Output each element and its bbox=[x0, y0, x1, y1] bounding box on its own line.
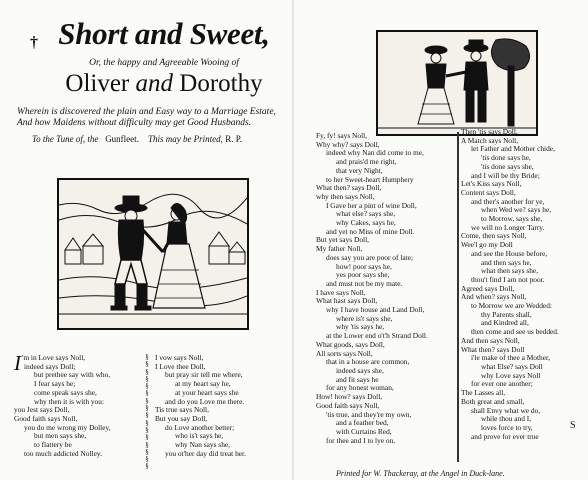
verse-line: to Morrow we are Wedded: bbox=[471, 301, 552, 311]
verse-line: Good faith says Noll, bbox=[316, 400, 380, 410]
verse-line: how! poor says he, bbox=[336, 261, 392, 271]
verse-line: The Lasses all, bbox=[461, 388, 506, 398]
verse-line: you Jest says Doll, bbox=[14, 405, 70, 415]
verse-line: I Gave her a pint of wine Doll, bbox=[326, 200, 417, 210]
tune-line bbox=[32, 134, 282, 144]
verse-line: Both great and small, bbox=[461, 396, 525, 406]
verse-line: Why why? says Doll, bbox=[316, 139, 380, 149]
verse-line: at my heart say he, bbox=[175, 379, 231, 389]
verse-line: Let's Kiss says Noll, bbox=[461, 179, 522, 189]
woodcut-couple-image bbox=[57, 178, 249, 330]
verse-line: and prove for ever true bbox=[471, 431, 539, 441]
verse-line: 'tis true, and they're my own, bbox=[326, 409, 412, 419]
verse-line: does say you are poor of late; bbox=[326, 252, 414, 262]
verse-line: come speak says she, bbox=[34, 387, 97, 397]
intro-line-2: And how Maidens without difficulty may get Good Husbands. bbox=[17, 118, 252, 128]
verse-column-d bbox=[461, 128, 585, 441]
verse-line: we will no Longer Tarry. bbox=[471, 222, 545, 232]
intro-line-1: Wherein is discovered the plain and Easy way to a Marriage Estate, bbox=[17, 107, 276, 117]
column-divider-rule bbox=[457, 132, 459, 462]
verse-line: then come and see us bedded. bbox=[471, 327, 559, 337]
verse-line: while thou and I, bbox=[481, 414, 532, 424]
verse-line: Come, then says Noll, bbox=[461, 231, 527, 241]
verse-line: thy Parents shall, bbox=[481, 309, 532, 319]
verse-line: at the Lower end o't'h Strand Doll. bbox=[326, 331, 428, 341]
verse-line: and ther's another for ye, bbox=[471, 196, 545, 206]
verse-line: Fy, fy! says Noll, bbox=[316, 131, 368, 140]
verse-line: why Love says Noll bbox=[481, 370, 541, 380]
verse-line: to Morrow, says she, bbox=[481, 214, 543, 224]
verse-line: where is't says she, bbox=[336, 313, 393, 323]
verse-line: and fit says he bbox=[336, 374, 379, 384]
ballad-subtitle: Or, the happy and Agreeable Wooing of bbox=[89, 58, 239, 68]
verse-line: and a feather bed, bbox=[336, 418, 389, 428]
ballad-title: Short and Sweet, bbox=[58, 16, 270, 51]
printer-imprint: Printed for W. Thackeray, at the Angel in Duck-lane. bbox=[336, 469, 505, 478]
verse-line: thou't find I am not poor. bbox=[471, 274, 545, 284]
verse-line: what Else? says Doll bbox=[481, 361, 543, 371]
verse-line: that very Night, bbox=[336, 165, 383, 175]
verse-line: for ever one another; bbox=[471, 379, 533, 389]
verse-line: and I will be thy Bride; bbox=[471, 170, 540, 180]
verse-line: Wee'l go my Doll bbox=[461, 240, 513, 250]
verse-line: why then says Noll, bbox=[316, 191, 375, 201]
verse-line: why 'tis says he, bbox=[336, 322, 385, 332]
verse-line: But yet says Doll, bbox=[316, 235, 369, 245]
verse-line: too much addicted Nolley. bbox=[24, 448, 102, 458]
verse-line: why then it is with you: bbox=[34, 396, 105, 406]
verse-line: indeed says Doll; bbox=[24, 361, 76, 371]
tune-prefix: To the Tune of, the bbox=[32, 134, 99, 144]
verse-line: Agreed says Doll, bbox=[461, 283, 515, 293]
verse-line: Good faith says Noll, bbox=[14, 413, 78, 423]
verse-line: but men says she, bbox=[34, 431, 87, 441]
verse-line: I fear says he; bbox=[34, 379, 76, 389]
verse-line: why Nan says she, bbox=[175, 440, 231, 450]
verse-line: and must not be my mate. bbox=[326, 278, 403, 288]
page-mark: S bbox=[570, 420, 576, 431]
verse-line: How! how? says Doll, bbox=[316, 392, 383, 402]
verse-line: And then says Noll, bbox=[461, 335, 520, 345]
verse-line: what else? says she, bbox=[336, 209, 396, 219]
verse-line: you do me wrong my Dolley, bbox=[24, 422, 111, 432]
verse-line: with Curtains Red, bbox=[336, 426, 392, 436]
verse-line: who is't says he, bbox=[175, 431, 224, 441]
woodcut-tree-art bbox=[378, 32, 536, 134]
drop-cap: I bbox=[14, 351, 21, 375]
verse-line: but pray sir tell me where, bbox=[165, 370, 243, 380]
verse-line: at your heart says she bbox=[175, 387, 239, 397]
verse-line: What then? says Doll bbox=[461, 344, 525, 354]
column-divider-ornament: § § § § § § § § § § § § § § § § bbox=[145, 354, 149, 471]
page-gutter bbox=[292, 0, 294, 480]
verse-line: What hast says Doll, bbox=[316, 296, 378, 306]
verse-line: and yet no Miss of mine Doll. bbox=[326, 226, 415, 236]
verse-line: what then says she, bbox=[481, 266, 539, 276]
verse-line: indeed why Nan did come to me, bbox=[326, 148, 424, 158]
verse-line: Tis true says Noll, bbox=[155, 405, 209, 415]
verse-line: do Love another better; bbox=[165, 422, 235, 432]
verse-line: let Father and Mother chide, bbox=[471, 144, 555, 154]
licensor: R. P. bbox=[225, 134, 242, 144]
verse-line: yes poor says she, bbox=[336, 270, 390, 280]
verse-line: 'tis done says he, bbox=[481, 153, 531, 163]
verse-line: But you say Doll, bbox=[155, 413, 208, 423]
intro-text bbox=[17, 107, 277, 129]
cross-mark: † bbox=[30, 34, 38, 51]
verse-line: to flattery be bbox=[34, 440, 72, 450]
verse-line: And when? says Noll, bbox=[461, 292, 527, 302]
verse-line: and then says he, bbox=[481, 257, 532, 267]
name-oliver: Oliver bbox=[65, 70, 130, 97]
verse-line: why I have house and Land Doll, bbox=[326, 305, 425, 315]
verse-line: 'tis done says she, bbox=[481, 161, 534, 171]
woodcut-couple-tree-image bbox=[376, 30, 538, 136]
verse-line: when Wed we? says he, bbox=[481, 205, 552, 215]
verse-column-a bbox=[14, 351, 144, 458]
verse-line: and see the House before, bbox=[471, 248, 548, 258]
verse-line: I vow says Noll, bbox=[155, 353, 204, 362]
verse-line: you ot'her day did treat her. bbox=[165, 448, 246, 458]
verse-line: and do you Love me there. bbox=[165, 396, 245, 406]
verse-line: I Love thee Doll, bbox=[155, 361, 206, 371]
verse-line: to her Sweet-heart Humphery bbox=[326, 174, 414, 184]
verse-line: for any honest woman, bbox=[326, 383, 394, 393]
verse-line: 'm in Love says Noll, bbox=[22, 353, 86, 362]
verse-line: I have says Noll, bbox=[316, 287, 366, 297]
verse-line: What goods, says Doll, bbox=[316, 339, 385, 349]
verse-line: indeed says she, bbox=[336, 365, 384, 375]
verse-line: My father Noll, bbox=[316, 244, 363, 254]
verse-line: why Cakes, says he, bbox=[336, 218, 396, 228]
verse-line: for thee and I to lye on. bbox=[326, 435, 396, 445]
verse-line: A Match says Noll, bbox=[461, 135, 519, 145]
verse-line: shall Envy what we do, bbox=[471, 405, 541, 415]
verse-line: Then 'tis says Doll, bbox=[461, 127, 518, 136]
tune-name: Gunfleet. bbox=[105, 134, 139, 144]
verse-line: Content says Doll, bbox=[461, 187, 516, 197]
verse-line: and prais'd me right, bbox=[336, 157, 397, 167]
verse-line: but prethee say with who, bbox=[34, 370, 111, 380]
verse-line: loves force to try, bbox=[481, 422, 533, 432]
verse-line: i'le make of thee a Mother, bbox=[471, 353, 551, 363]
verse-column-b bbox=[155, 354, 290, 458]
verse-line: and Kindred all, bbox=[481, 318, 529, 328]
verse-line: What then? says Doll, bbox=[316, 183, 382, 193]
license-text: This may be Printed, bbox=[147, 134, 223, 144]
names-and: and bbox=[135, 70, 174, 97]
verse-line: that in a house are common, bbox=[326, 357, 410, 367]
verse-line: All sorts says Noll, bbox=[316, 348, 373, 358]
verse-column-c bbox=[316, 132, 456, 445]
name-dorothy: Dorothy bbox=[179, 70, 263, 97]
ballad-names bbox=[44, 70, 284, 98]
woodcut-couple-art bbox=[59, 180, 247, 328]
